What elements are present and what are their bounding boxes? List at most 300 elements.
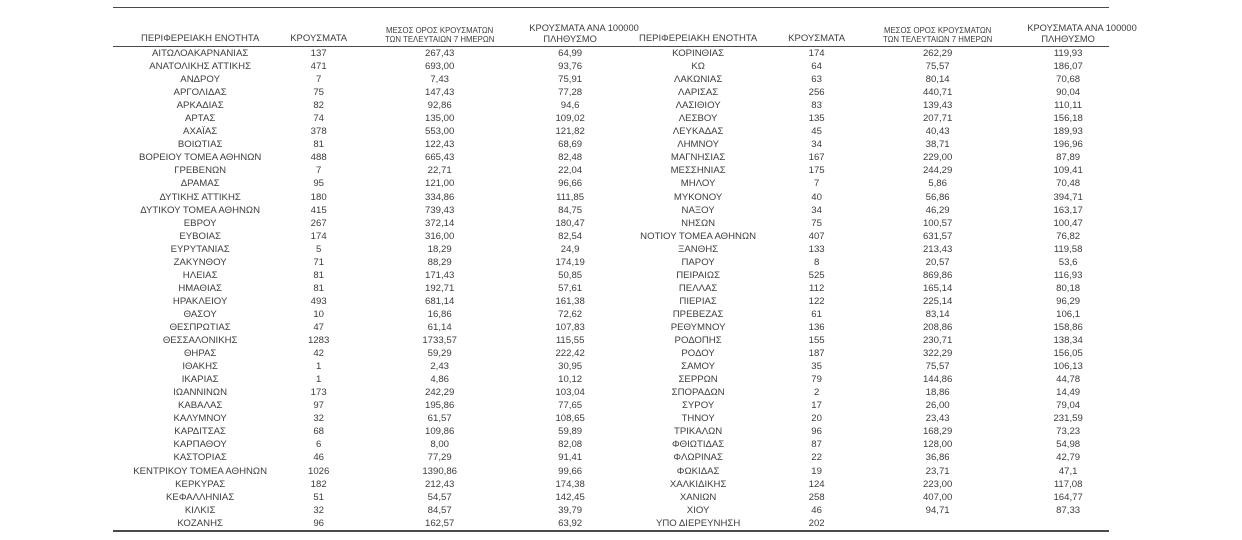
column-header-per100k-line1: ΚΡΟΥΣΜΑΤΑ ΑΝΑ 100000 <box>529 23 639 33</box>
per100k-cell: 100,47 <box>1053 217 1083 229</box>
table-row <box>113 334 1109 347</box>
region-cell: ΜΗΛΟΥ <box>680 178 716 190</box>
avg7-cell: 681,14 <box>424 295 455 307</box>
per100k-cell: 109,02 <box>555 113 585 125</box>
avg7-cell: 144,86 <box>922 374 953 386</box>
avg7-cell: 213,43 <box>922 243 953 255</box>
per100k-cell: 80,18 <box>1056 282 1081 294</box>
region-cell: ΗΛΕΙΑΣ <box>182 269 218 281</box>
avg7-cell: 59,29 <box>427 348 452 360</box>
cases-cell: 71 <box>313 256 324 268</box>
column-header-per100k-line2: ΠΛΗΘΥΣΜΟ <box>1041 33 1095 44</box>
column-header-per100k-right <box>1027 8 1137 47</box>
avg7-cell: 23,71 <box>925 465 950 477</box>
table-row <box>113 438 1109 451</box>
avg7-cell: 1733,57 <box>422 335 457 347</box>
region-cell: ΑΡΤΑΣ <box>185 113 216 125</box>
region-cell: ΚΕΝΤΡΙΚΟΥ ΤΟΜΕΑ ΑΘΗΝΩΝ <box>133 465 268 477</box>
region-cell: ΑΡΚΑΔΙΑΣ <box>176 100 224 112</box>
region-cell: ΡΟΔΟΠΗΣ <box>674 335 722 347</box>
cases-cell: 47 <box>313 321 324 333</box>
avg7-cell: 18,29 <box>427 243 452 255</box>
per100k-cell: 82,48 <box>558 152 583 164</box>
per100k-cell: 117,08 <box>1053 478 1083 490</box>
avg7-cell: 92,86 <box>427 100 452 112</box>
per100k-cell: 121,82 <box>555 126 585 138</box>
cases-cell: 75 <box>313 87 324 99</box>
cases-cell: 1 <box>315 361 322 373</box>
avg7-cell: 208,86 <box>922 321 953 333</box>
cases-cell: 96 <box>811 426 822 438</box>
per100k-cell: 109,41 <box>1053 165 1083 177</box>
region-cell: ΚΕΦΑΛΛΗΝΙΑΣ <box>166 491 235 503</box>
region-cell: ΖΑΚΥΝΘΟΥ <box>173 256 227 268</box>
cases-cell: 267 <box>310 217 327 229</box>
avg7-cell: 223,00 <box>922 478 953 490</box>
per100k-cell: 70,68 <box>1056 74 1081 86</box>
cases-cell: 17 <box>811 400 822 412</box>
per100k-cell <box>1027 517 1109 531</box>
per100k-cell: 79,04 <box>1056 400 1081 412</box>
region-cell: ΣΑΜΟΥ <box>681 361 716 373</box>
cases-cell: 124 <box>808 478 825 490</box>
region-cell: ΑΝΑΤΟΛΙΚΗΣ ΑΤΤΙΚΗΣ <box>149 61 252 73</box>
cases-cell: 167 <box>808 152 825 164</box>
region-cell: ΕΥΒΟΙΑΣ <box>179 230 221 242</box>
cases-cell: 133 <box>808 243 825 255</box>
region-cell: ΣΠΟΡΑΔΩΝ <box>671 387 725 399</box>
region-cell: ΡΟΔΟΥ <box>681 348 715 360</box>
cases-cell: 32 <box>313 413 324 425</box>
region-cell: ΔΡΑΜΑΣ <box>180 178 220 190</box>
cases-cell: 75 <box>811 217 822 229</box>
avg7-cell: 22,71 <box>427 165 452 177</box>
cases-cell: 20 <box>811 413 822 425</box>
region-cell: ΑΝΔΡΟΥ <box>180 74 220 86</box>
column-header-per100k-left <box>529 8 639 47</box>
per100k-cell: 76,82 <box>1056 230 1081 242</box>
per100k-cell: 70,48 <box>1056 178 1081 190</box>
avg7-cell: 168,29 <box>922 426 953 438</box>
per100k-cell: 84,75 <box>558 204 583 216</box>
table-row <box>113 230 1109 243</box>
avg7-cell: 229,00 <box>922 152 953 164</box>
avg7-cell: 128,00 <box>922 439 953 451</box>
region-cell: ΘΗΡΑΣ <box>183 348 217 360</box>
per100k-cell: 50,85 <box>558 269 583 281</box>
avg7-cell: 83,14 <box>925 308 950 320</box>
avg7-cell: 192,71 <box>424 282 455 294</box>
cases-cell: 83 <box>811 100 822 112</box>
avg7-cell: 316,00 <box>424 230 455 242</box>
region-cell: ΙΩΑΝΝΙΝΩΝ <box>173 387 228 399</box>
per100k-cell: 82,08 <box>558 439 583 451</box>
cases-cell: 415 <box>310 204 327 216</box>
per100k-cell: 119,93 <box>1053 48 1083 59</box>
avg7-cell: 230,71 <box>922 335 953 347</box>
per100k-cell: 119,58 <box>1053 243 1083 255</box>
per100k-cell: 164,77 <box>1053 491 1083 503</box>
cases-cell: 175 <box>808 165 825 177</box>
avg7-cell: 61,57 <box>427 413 452 425</box>
cases-cell: 1283 <box>307 335 330 347</box>
table-row <box>113 125 1109 138</box>
avg7-cell: 121,00 <box>424 178 455 190</box>
region-cell: ΤΡΙΚΑΛΩΝ <box>674 426 723 438</box>
avg7-cell: 665,43 <box>424 152 455 164</box>
per100k-cell: 174,19 <box>555 256 585 268</box>
avg7-cell: 440,71 <box>922 87 953 99</box>
avg7-cell: 2,43 <box>430 361 449 373</box>
cases-cell: 46 <box>811 504 822 516</box>
region-cell: ΜΕΣΣΗΝΙΑΣ <box>670 165 726 177</box>
avg7-cell: 46,29 <box>925 204 950 216</box>
avg7-cell: 77,29 <box>427 452 452 464</box>
avg7-cell: 212,43 <box>424 478 455 490</box>
cases-cell: 135 <box>808 113 825 125</box>
region-cell: ΦΛΩΡΙΝΑΣ <box>673 452 723 464</box>
cases-cell: 256 <box>808 87 825 99</box>
per100k-cell: 22,04 <box>558 165 583 177</box>
region-cell: ΔΥΤΙΚΟΥ ΤΟΜΕΑ ΑΘΗΝΩΝ <box>140 204 261 216</box>
region-cell: ΚΟΡΙΝΘΙΑΣ <box>672 48 725 59</box>
cases-cell: 63 <box>811 74 822 86</box>
avg7-cell: 7,43 <box>430 74 449 86</box>
per100k-cell: 68,69 <box>558 139 583 151</box>
per100k-cell: 394,71 <box>1053 191 1083 203</box>
cases-cell: 112 <box>808 282 825 294</box>
region-cell: ΘΕΣΣΑΛΟΝΙΚΗΣ <box>162 335 238 347</box>
avg7-cell: 75,57 <box>925 361 950 373</box>
cases-cell: 10 <box>313 308 324 320</box>
cases-cell: 96 <box>313 517 324 529</box>
avg7-cell: 75,57 <box>925 61 950 73</box>
region-cell: ΠΡΕΒΕΖΑΣ <box>672 308 724 320</box>
per100k-cell: 42,79 <box>1056 452 1081 464</box>
per100k-cell: 161,38 <box>555 295 585 307</box>
avg7-cell: 109,86 <box>424 426 455 438</box>
region-cell: ΠΑΡΟΥ <box>681 256 715 268</box>
per100k-cell: 231,59 <box>1053 413 1083 425</box>
column-header-per100k-line2: ΠΛΗΘΥΣΜΟ <box>543 33 597 44</box>
avg7-cell: 80,14 <box>925 74 950 86</box>
table-row <box>113 308 1109 321</box>
region-cell: ΚΑΣΤΟΡΙΑΣ <box>173 452 227 464</box>
cases-cell: 87 <box>811 439 822 451</box>
avg7-cell: 693,00 <box>424 61 455 73</box>
table-row <box>113 60 1109 73</box>
cases-cell: 7 <box>813 178 820 190</box>
avg7-cell: 372,14 <box>424 217 455 229</box>
table-header <box>113 8 1137 47</box>
avg7-cell: 94,71 <box>925 504 950 516</box>
per100k-cell: 138,34 <box>1053 335 1083 347</box>
table-row <box>113 151 1109 164</box>
per100k-cell: 103,04 <box>555 387 585 399</box>
cases-cell: 32 <box>313 504 324 516</box>
per100k-cell: 96,66 <box>558 178 583 190</box>
cases-cell: 34 <box>811 139 822 151</box>
table-row <box>113 47 1109 61</box>
region-cell: ΧΙΟΥ <box>686 504 710 516</box>
table-row <box>113 373 1109 386</box>
region-cell: ΝΟΤΙΟΥ ΤΟΜΕΑ ΑΘΗΝΩΝ <box>640 230 757 242</box>
table-row <box>113 73 1109 86</box>
per100k-cell: 87,89 <box>1056 152 1081 164</box>
cases-cell: 81 <box>313 269 324 281</box>
per100k-cell: 39,79 <box>558 504 583 516</box>
cases-cell: 22 <box>811 452 822 464</box>
cases-cell: 46 <box>313 452 324 464</box>
region-cell: ΚΑΒΑΛΑΣ <box>177 400 223 412</box>
cases-cell: 525 <box>808 269 825 281</box>
table-row <box>113 491 1109 504</box>
avg7-cell: 84,57 <box>427 504 452 516</box>
table-row <box>113 517 1109 531</box>
cases-cell: 64 <box>811 61 822 73</box>
per100k-cell: 73,23 <box>1056 426 1081 438</box>
cases-cell: 493 <box>310 295 327 307</box>
region-cell: ΣΕΡΡΩΝ <box>678 374 718 386</box>
region-cell: ΚΑΡΔΙΤΣΑΣ <box>174 426 226 438</box>
cases-cell: 79 <box>811 374 822 386</box>
region-cell: ΕΒΡΟΥ <box>183 217 217 229</box>
header-row <box>113 8 1109 47</box>
cases-cell: 35 <box>811 361 822 373</box>
cases-cell: 42 <box>313 348 324 360</box>
column-header-cases-right: ΚΡΟΥΣΜΑΤΑ <box>788 33 846 44</box>
per100k-cell: 53,6 <box>1058 256 1078 268</box>
table-row <box>113 386 1109 399</box>
per100k-cell: 64,99 <box>558 48 583 59</box>
column-header-region-right: ΠΕΡΙΦΕΡΕΙΑΚΗ ΕΝΟΤΗΤΑ <box>638 33 758 44</box>
cases-cell: 81 <box>313 282 324 294</box>
table-row <box>113 425 1109 438</box>
cases-cell: 471 <box>310 61 327 73</box>
cases-cell: 136 <box>808 321 825 333</box>
cases-cell: 81 <box>313 139 324 151</box>
region-cell: ΛΑΡΙΣΑΣ <box>678 87 719 99</box>
per100k-cell: 75,91 <box>558 74 583 86</box>
regional-cases-table <box>113 7 1137 532</box>
region-cell: ΗΜΑΘΙΑΣ <box>178 282 222 294</box>
region-cell: ΧΑΛΚΙΔΙΚΗΣ <box>669 478 727 490</box>
cases-cell: 45 <box>811 126 822 138</box>
avg7-cell: 195,86 <box>424 400 455 412</box>
column-header-region-left: ΠΕΡΙΦΕΡΕΙΑΚΗ ΕΝΟΤΗΤΑ <box>141 33 260 44</box>
per100k-cell: 10,12 <box>558 374 583 386</box>
avg7-cell: 56,86 <box>925 191 950 203</box>
table-row <box>113 478 1109 491</box>
table-row <box>113 177 1109 190</box>
per100k-cell: 14,49 <box>1056 387 1081 399</box>
region-cell: ΔΥΤΙΚΗΣ ΑΤΤΙΚΗΣ <box>159 191 241 203</box>
cases-cell: 180 <box>310 191 327 203</box>
region-cell: ΒΟΡΕΙΟΥ ΤΟΜΕΑ ΑΘΗΝΩΝ <box>138 152 262 164</box>
avg7-cell: 407,00 <box>922 491 953 503</box>
table-row <box>113 465 1109 478</box>
avg7-cell: 16,86 <box>427 308 452 320</box>
cases-cell: 5 <box>315 243 322 255</box>
region-cell: ΜΑΓΝΗΣΙΑΣ <box>670 152 726 164</box>
avg7-cell: 162,57 <box>424 517 455 529</box>
column-header-avg7-line1: ΜΕΣΟΣ ΟΡΟΣ ΚΡΟΥΣΜΑΤΩΝ <box>386 26 494 35</box>
region-cell: ΦΘΙΩΤΙΔΑΣ <box>672 439 725 451</box>
avg7-cell: 139,43 <box>922 100 953 112</box>
per100k-cell: 189,93 <box>1053 126 1083 138</box>
per100k-cell: 108,65 <box>555 413 585 425</box>
region-cell: ΙΘΑΚΗΣ <box>182 361 218 373</box>
per100k-cell: 87,33 <box>1056 504 1081 516</box>
region-cell: ΘΑΣΟΥ <box>183 308 217 320</box>
cases-cell: 488 <box>310 152 327 164</box>
region-cell: ΛΑΚΩΝΙΑΣ <box>673 74 723 86</box>
cases-cell: 187 <box>808 348 825 360</box>
region-cell: ΜΥΚΟΝΟΥ <box>673 191 723 203</box>
cases-cell: 68 <box>313 426 324 438</box>
per100k-cell: 59,89 <box>558 426 583 438</box>
avg7-cell: 165,14 <box>922 282 953 294</box>
region-cell: ΛΕΣΒΟΥ <box>678 113 718 125</box>
cases-cell: 8 <box>813 256 820 268</box>
region-cell: ΤΗΝΟΥ <box>681 413 715 425</box>
region-cell: ΠΕΙΡΑΙΩΣ <box>676 269 721 281</box>
table-row <box>113 412 1109 425</box>
table-row <box>113 243 1109 256</box>
region-cell: ΑΧΑΪΑΣ <box>183 126 218 138</box>
region-cell: ΛΑΣΙΘΙΟΥ <box>675 100 721 112</box>
cases-cell: 61 <box>811 308 822 320</box>
per100k-cell: 91,41 <box>558 452 583 464</box>
avg7-cell: 54,57 <box>427 491 452 503</box>
per100k-cell: 44,78 <box>1056 374 1081 386</box>
column-header-avg7-line2: ΤΩΝ ΤΕΛΕΥΤΑΙΩΝ 7 ΗΜΕΡΩΝ <box>882 35 993 44</box>
cases-cell: 1 <box>315 374 322 386</box>
table-row <box>113 295 1109 308</box>
region-cell: ΝΗΣΩΝ <box>681 217 716 229</box>
cases-cell: 202 <box>808 517 825 529</box>
avg7-cell: 40,43 <box>925 126 950 138</box>
avg7-cell: 8,00 <box>430 439 449 451</box>
region-cell: ΕΥΡΥΤΑΝΙΑΣ <box>170 243 230 255</box>
region-cell: ΠΕΛΛΑΣ <box>678 282 718 294</box>
avg7-cell: 244,29 <box>922 165 953 177</box>
cases-cell: 97 <box>313 400 324 412</box>
cases-cell: 40 <box>811 191 822 203</box>
avg7-cell: 334,86 <box>424 191 455 203</box>
avg7-cell: 147,43 <box>424 87 455 99</box>
per100k-cell: 106,1 <box>1056 308 1081 320</box>
region-cell: ΚΩ <box>691 61 705 73</box>
table-row <box>113 451 1109 464</box>
cases-cell: 2 <box>813 387 820 399</box>
per100k-cell: 106,13 <box>1053 361 1083 373</box>
per100k-cell: 77,65 <box>558 400 583 412</box>
region-cell: ΒΟΙΩΤΙΑΣ <box>177 139 223 151</box>
cases-cell: 7 <box>315 74 322 86</box>
cases-cell: 155 <box>808 335 825 347</box>
table-row <box>113 112 1109 125</box>
per100k-cell: 196,96 <box>1053 139 1083 151</box>
table-row <box>113 256 1109 269</box>
avg7-cell: 5,86 <box>928 178 947 190</box>
column-header-avg7-right <box>848 8 1027 47</box>
region-cell: ΑΙΤΩΛΟΑΚΑΡΝΑΝΙΑΣ <box>152 48 249 59</box>
per100k-cell: 54,98 <box>1056 439 1081 451</box>
per100k-cell: 111,85 <box>556 191 585 203</box>
cases-cell: 173 <box>310 387 327 399</box>
region-cell: ΝΑΞΟΥ <box>681 204 715 216</box>
per100k-cell: 186,07 <box>1053 61 1083 73</box>
table-row <box>113 204 1109 217</box>
region-cell: ΓΡΕΒΕΝΩΝ <box>174 165 227 177</box>
region-cell: ΙΚΑΡΙΑΣ <box>181 374 219 386</box>
table-row <box>113 347 1109 360</box>
region-cell: ΛΕΥΚΑΔΑΣ <box>672 126 724 138</box>
avg7-cell: 739,43 <box>424 204 455 216</box>
table-row <box>113 360 1109 373</box>
avg7-cell: 207,71 <box>922 113 953 125</box>
per100k-cell: 93,76 <box>558 61 583 73</box>
per100k-cell: 96,29 <box>1056 295 1081 307</box>
table-row <box>113 399 1109 412</box>
cases-cell: 174 <box>808 48 825 59</box>
avg7-cell: 20,57 <box>925 256 950 268</box>
per100k-cell: 222,42 <box>555 348 585 360</box>
avg7-cell: 4,86 <box>430 374 449 386</box>
per100k-cell: 115,55 <box>555 335 585 347</box>
region-cell: ΚΙΛΚΙΣ <box>184 504 216 516</box>
avg7-cell: 267,43 <box>424 48 455 59</box>
per100k-cell: 142,45 <box>555 491 585 503</box>
region-cell: ΚΟΖΑΝΗΣ <box>177 517 223 529</box>
per100k-cell: 158,86 <box>1053 321 1083 333</box>
cases-cell: 51 <box>313 491 324 503</box>
per100k-cell: 47,1 <box>1058 465 1078 477</box>
per100k-cell: 107,83 <box>555 321 585 333</box>
table-row <box>113 138 1109 151</box>
table-row <box>113 321 1109 334</box>
region-cell: ΚΑΡΠΑΘΟΥ <box>173 439 227 451</box>
table-row <box>113 191 1109 204</box>
avg7-cell <box>848 517 1027 531</box>
cases-cell: 122 <box>808 295 825 307</box>
cases-cell: 6 <box>315 439 322 451</box>
avg7-cell: 869,86 <box>922 269 953 281</box>
avg7-cell: 225,14 <box>922 295 953 307</box>
cases-cell: 378 <box>310 126 327 138</box>
per100k-cell: 180,47 <box>555 217 585 229</box>
column-header-cases-left: ΚΡΟΥΣΜΑΤΑ <box>290 33 348 44</box>
per100k-cell: 82,54 <box>558 230 583 242</box>
cases-cell: 95 <box>313 178 324 190</box>
cases-cell: 19 <box>811 465 822 477</box>
region-cell: ΣΥΡΟΥ <box>681 400 715 412</box>
avg7-cell: 1390,86 <box>422 465 457 477</box>
region-cell: ΚΕΡΚΥΡΑΣ <box>175 478 226 490</box>
avg7-cell: 36,86 <box>925 452 950 464</box>
cases-cell: 407 <box>808 230 825 242</box>
table-row <box>113 86 1109 99</box>
avg7-cell: 100,57 <box>922 217 953 229</box>
cases-cell: 82 <box>313 100 324 112</box>
cases-cell: 74 <box>313 113 324 125</box>
avg7-cell: 242,29 <box>424 387 455 399</box>
region-cell: ΠΙΕΡΙΑΣ <box>679 295 717 307</box>
per100k-cell: 156,18 <box>1053 113 1083 125</box>
region-cell: ΗΡΑΚΛΕΙΟΥ <box>172 295 228 307</box>
cases-cell: 1026 <box>307 465 330 477</box>
